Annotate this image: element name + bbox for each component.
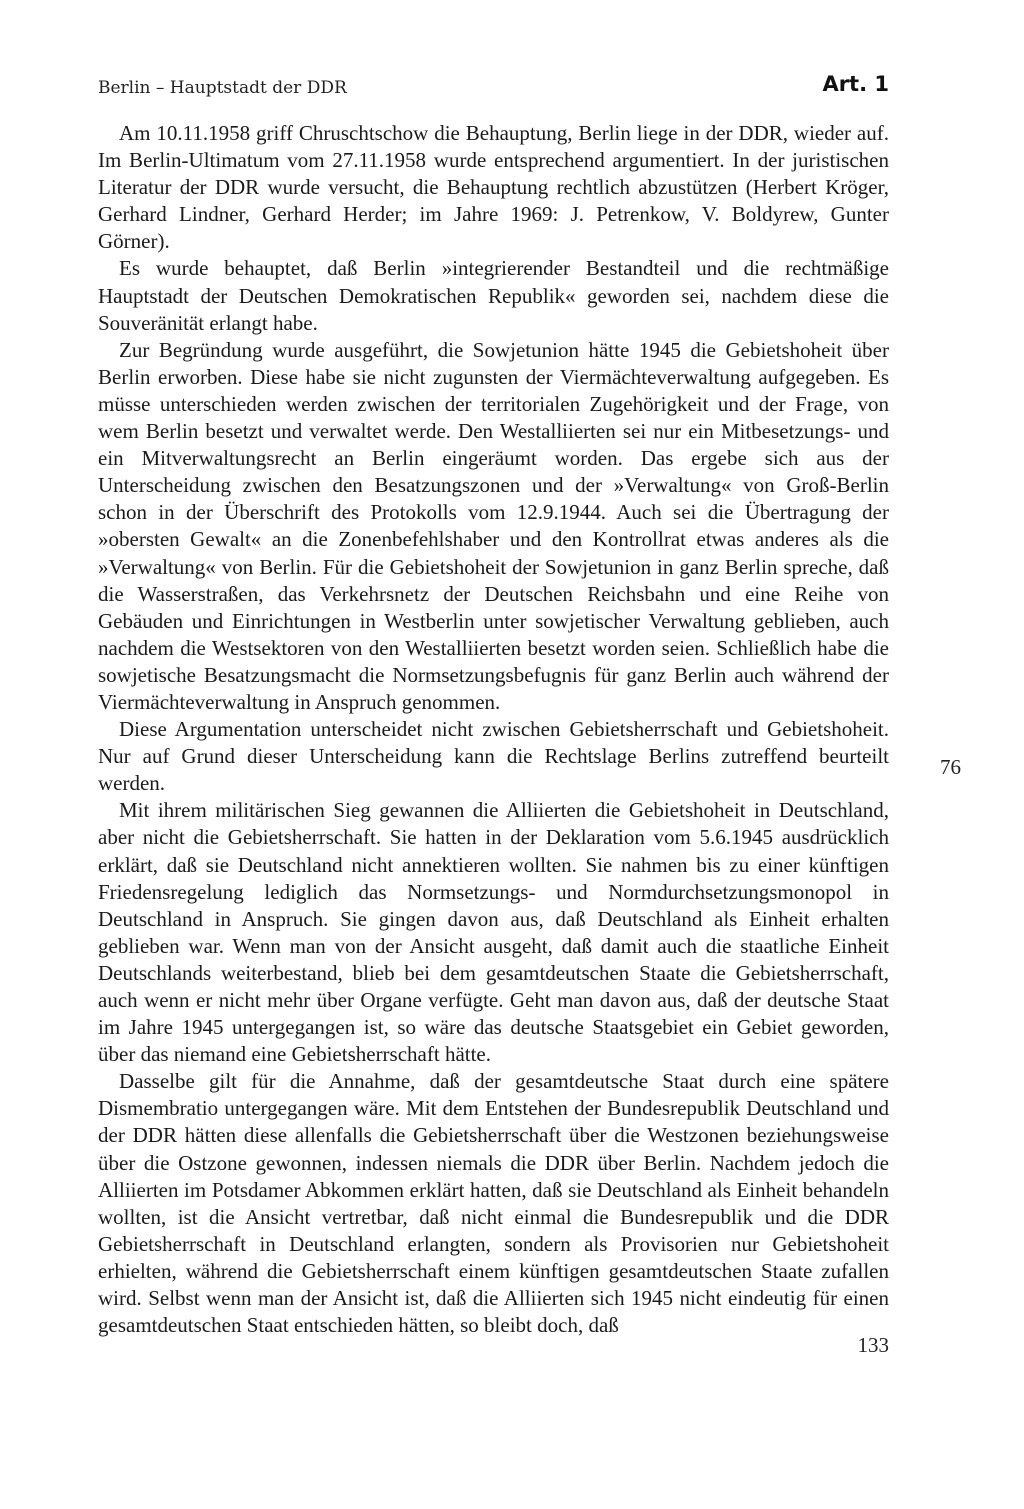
paragraph: Dasselbe gilt für die Annahme, daß der gesamtdeutsche Staat durch eine spätere Dismembratio untergegangen wäre. Mit dem Entstehen der Bundesrepublik Deutschland und der DDR hätten diese allenfalls die Gebietsherrschaft über die Westzonen beziehungsweise über die Ostzone gewonnen, indessen niemals die DDR über Berlin. Nachdem jedoch die Alliierten im Potsdamer Abkommen erklärt hatten, daß sie Deutschland als Einheit behandeln wollten, ist die Ansicht vertretbar, daß nicht einmal die Bundesrepublik und die DDR Gebietsherrschaft in Deutschland erlangten, sondern als Provisorien nur Gebietshoheit erhielten, während die Gebietsherrschaft einem künftigen gesamtdeutschen Staate zufallen wird. Selbst wenn man der Ansicht ist, daß die Alliierten sich 1945 nicht eindeutig für einen gesamtdeutschen Staat entschieden hätten, so bleibt doch, daß bbox=[98, 1069, 889, 1338]
article-number: Art. 1 bbox=[822, 72, 889, 96]
paragraph: Es wurde behauptet, daß Berlin »integrierender Bestandteil und die rechtmäßige Hauptstadt der Deutschen Demokratischen Republik« geworden sei, nachdem diese die Souveränität erlangt habe. bbox=[98, 256, 889, 335]
margin-number: 76 bbox=[940, 755, 961, 779]
paragraph: Mit ihrem militärischen Sieg gewannen die Alliierten die Gebietshoheit in Deutschland, aber nicht die Gebietsherrschaft. Sie hatten in der Deklaration vom 5.6.1945 ausdrücklich erklärt, daß sie Deutschland nicht annektieren wollten. Sie nahmen bis zu einer künftigen Friedensregelung lediglich das Normsetzungs- und Normdurchsetzungsmonopol in Deutschland in Anspruch. Sie gingen davon aus, daß Deutschland als Einheit erhalten geblieben war. Wenn man von der Ansicht ausgeht, daß damit auch die staatliche Einheit Deutschlands weiterbestand, blieb bei dem gesamtdeutschen Staate die Gebietsherrschaft, auch wenn er nicht mehr über Organe verfügte. Geht man davon aus, daß der deutsche Staat im Jahre 1945 untergegangen ist, so wäre das deutsche Staatsgebiet ein Gebiet geworden, über das niemand eine Gebietsherrschaft hätte. bbox=[98, 798, 889, 1067]
paragraph: Am 10.11.1958 griff Chruschtschow die Behauptung, Berlin liege in der DDR, wieder auf. Im Berlin-Ultimatum vom 27.11.1958 wurde entsprechend argumentiert. In der juristischen Literatur der DDR wurde versucht, die Behauptung rechtlich abzustützen (Herbert Kröger, Gerhard Lindner, Gerhard Herder; im Jahre 1969: J. Petrenkow, V. Boldyrew, Gunter Görner). bbox=[98, 121, 889, 254]
body-text bbox=[98, 120, 889, 1339]
running-head: Berlin – Hauptstadt der DDR bbox=[98, 78, 347, 98]
paragraph: Zur Begründung wurde ausgeführt, die Sowjetunion hätte 1945 die Gebietshoheit über Berlin erworben. Diese habe sie nicht zugunsten der Viermächteverwaltung aufgegeben. Es müsse unterschieden werden zwischen der territorialen Zugehörigkeit und der Frage, von wem Berlin besetzt und verwaltet werde. Den Westalliierten sei nur ein Mitbesetzungs- und ein Mitverwaltungsrecht an Berlin eingeräumt worden. Das ergebe sich aus der Unterscheidung zwischen den Besatzungszonen und der »Verwaltung« von Groß-Berlin schon in der Überschrift des Protokolls vom 12.9.1944. Auch sei die Übertragung der »obersten Gewalt« an die Zonenbefehlshaber und den Kontrollrat etwas anderes als die »Verwaltung« von Berlin. Für die Gebietshoheit der Sowjetunion in ganz Berlin spreche, daß die Wasserstraßen, das Verkehrsnetz der Deutschen Reichsbahn und eine Reihe von Gebäuden und Einrichtungen in Westberlin unter sowjetischer Verwaltung geblieben, auch nachdem die Westsektoren von den Westalliierten besetzt worden seien. Schließlich habe die sowjetische Besatzungsmacht die Normsetzungsbefugnis für ganz Berlin auch während der Viermächteverwaltung in Anspruch genommen. bbox=[98, 337, 889, 714]
paragraph: Diese Argumentation unterscheidet nicht zwischen Gebietsherrschaft und Gebietshoheit. Nur auf Grund dieser Unterscheidung kann die Rechtslage Berlins zutreffend beurteilt werden. bbox=[98, 717, 889, 796]
page-number: 133 bbox=[857, 1333, 889, 1357]
